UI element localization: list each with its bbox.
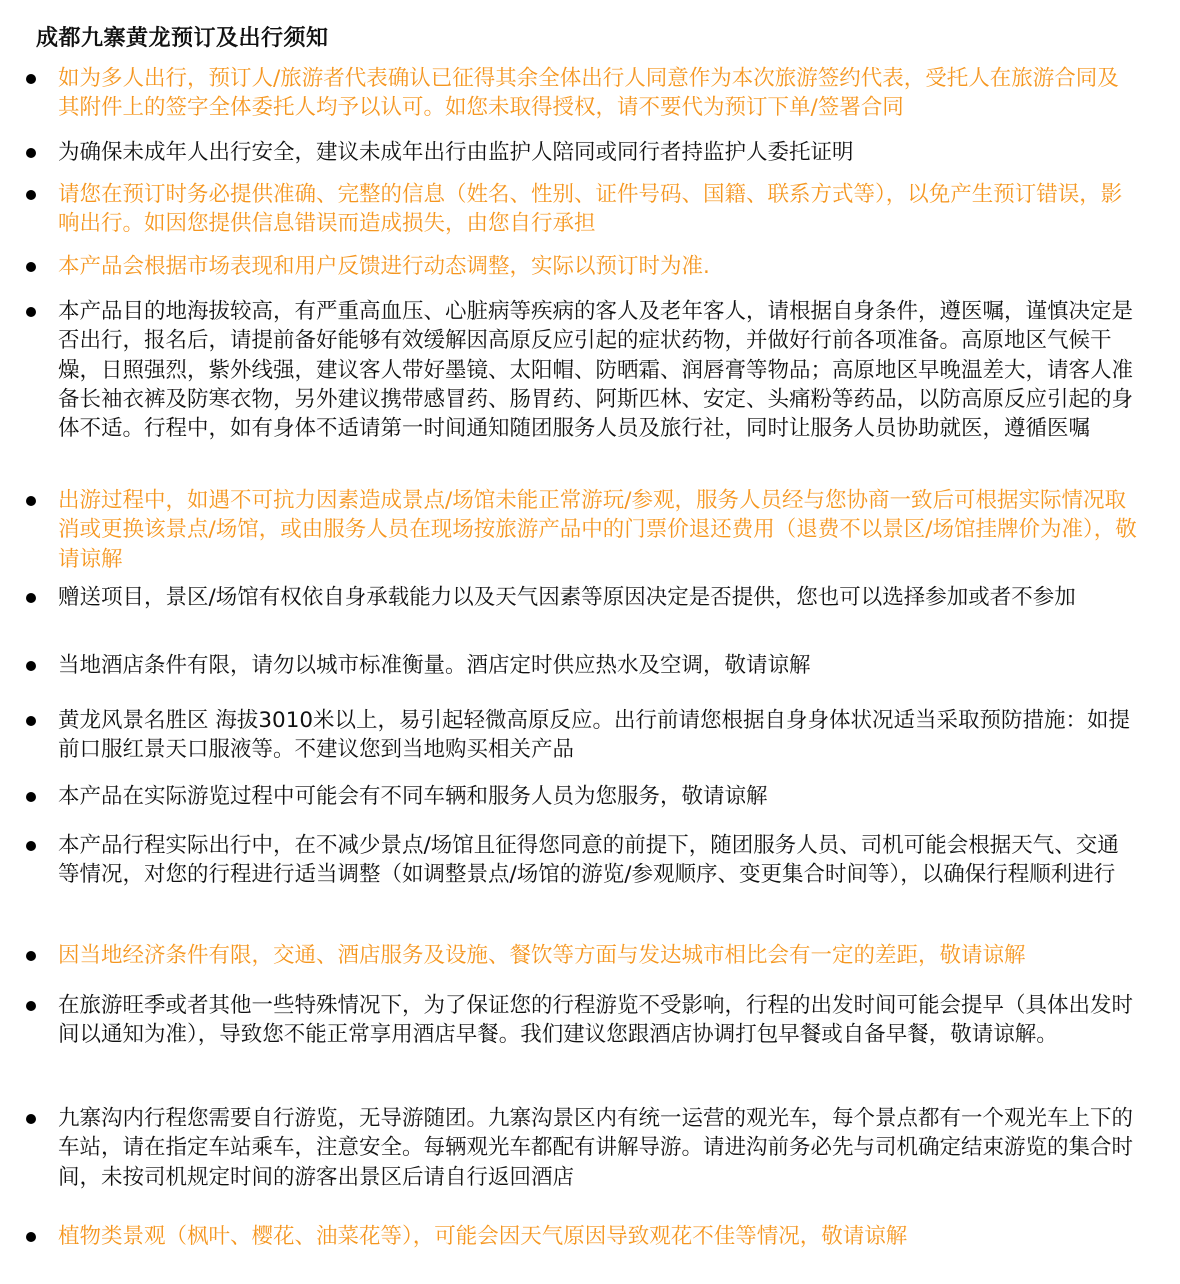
bullet-icon [26, 74, 36, 84]
bullet-icon [26, 1001, 36, 1011]
notice-text: 植物类景观（枫叶、樱花、油菜花等），可能会因天气原因导致观花不佳等情况，敬请谅解 [58, 1224, 908, 1249]
notice-item [26, 1104, 1140, 1192]
notice-item [26, 64, 1140, 123]
bullet-icon [26, 841, 36, 851]
notice-item [26, 782, 1140, 811]
notice-text: 赠送项目，景区/场馆有权依自身承载能力以及天气因素等原因决定是否提供，您也可以选择参加或者不参加 [58, 585, 1076, 610]
notice-text: 出游过程中，如遇不可抗力因素造成景点/场馆未能正常游玩/参观，服务人员经与您协商一致后可根据实际情况取消或更换该景点/场馆，或由服务人员在现场按旅游产品中的门票价退还费用（退费不以景区/场馆挂牌价为准），敬请谅解 [58, 488, 1137, 572]
notice-text: 因当地经济条件有限，交通、酒店服务及设施、餐饮等方面与发达城市相比会有一定的差距，敬请谅解 [58, 943, 1026, 968]
notice-item [26, 252, 1140, 281]
bullet-icon [26, 661, 36, 671]
notice-item [26, 138, 1140, 167]
notice-text: 如为多人出行，预订人/旅游者代表确认已征得其余全体出行人同意作为本次旅游签约代表，受托人在旅游合同及其附件上的签字全体委托人均予以认可。如您未取得授权，请不要代为预订下单/签署合同 [58, 66, 1119, 121]
notice-text: 当地酒店条件有限，请勿以城市标准衡量。酒店定时供应热水及空调，敬请谅解 [58, 653, 811, 678]
bullet-icon [26, 262, 36, 272]
notice-text: 九寨沟内行程您需要自行游览，无导游随团。九寨沟景区内有统一运营的观光车，每个景点都有一个观光车上下的车站，请在指定车站乘车，注意安全。每辆观光车都配有讲解导游。请进沟前务必先与司机确定结束游览的集合时间，未按司机规定时间的游客出景区后请自行返回酒店 [58, 1106, 1134, 1190]
bullet-icon [26, 148, 36, 158]
notice-text: 本产品行程实际出行中，在不减少景点/场馆且征得您同意的前提下，随团服务人员、司机可能会根据天气、交通等情况，对您的行程进行适当调整（如调整景点/场馆的游览/参观顺序、变更集合时间等），以确保行程顺利进行 [58, 833, 1119, 888]
notice-text: 本产品在实际游览过程中可能会有不同车辆和服务人员为您服务，敬请谅解 [58, 784, 768, 809]
bullet-icon [26, 190, 36, 200]
notice-item [26, 941, 1140, 970]
bullet-icon [26, 593, 36, 603]
notice-item [26, 486, 1140, 574]
notice-item [26, 583, 1140, 612]
notice-text: 请您在预订时务必提供准确、完整的信息（姓名、性别、证件号码、国籍、联系方式等），以免产生预订错误，影响出行。如因您提供信息错误而造成损失，由您自行承担 [58, 182, 1123, 237]
notice-item [26, 1222, 1140, 1251]
notice-item [26, 651, 1140, 680]
notice-item [26, 991, 1140, 1050]
notice-item [26, 180, 1140, 239]
bullet-icon [26, 951, 36, 961]
page-title: 成都九寨黄龙预订及出行须知 [36, 26, 329, 51]
notice-text: 黄龙风景名胜区 海拔3010米以上，易引起轻微高原反应。出行前请您根据自身身体状况适当采取预防措施：如提前口服红景天口服液等。不建议您到当地购买相关产品 [58, 708, 1131, 763]
bullet-icon [26, 496, 36, 506]
bullet-icon [26, 1232, 36, 1242]
bullet-icon [26, 1114, 36, 1124]
bullet-icon [26, 307, 36, 317]
notice-item [26, 831, 1140, 890]
notice-text: 本产品会根据市场表现和用户反馈进行动态调整，实际以预订时为准. [58, 254, 710, 279]
bullet-icon [26, 792, 36, 802]
notice-text: 在旅游旺季或者其他一些特殊情况下，为了保证您的行程游览不受影响，行程的出发时间可能会提早（具体出发时间以通知为准），导致您不能正常享用酒店早餐。我们建议您跟酒店协调打包早餐或自备早餐，敬请谅解。 [58, 993, 1134, 1048]
notice-text: 本产品目的地海拔较高，有严重高血压、心脏病等疾病的客人及老年客人，请根据自身条件，遵医嘱，谨慎决定是否出行，报名后，请提前备好能够有效缓解因高原反应引起的症状药物，并做好行前各项准备。高原地区气候干燥，日照强烈，紫外线强，建议客人带好墨镜、太阳帽、防晒霜、润唇膏等物品；高原地区早晚温差大，请客人准备长袖衣裤及防寒衣物，另外建议携带感冒药、肠胃药、阿斯匹林、安定、头痛粉等药品，以防高原反应引起的身体不适。行程中，如有身体不适请第一时间通知随团服务人员及旅行社，同时让服务人员协助就医，遵循医嘱 [58, 299, 1134, 442]
notice-text: 为确保未成年人出行安全，建议未成年出行由监护人陪同或同行者持监护人委托证明 [58, 140, 854, 165]
notice-item [26, 706, 1140, 765]
notice-item [26, 297, 1140, 443]
bullet-icon [26, 716, 36, 726]
